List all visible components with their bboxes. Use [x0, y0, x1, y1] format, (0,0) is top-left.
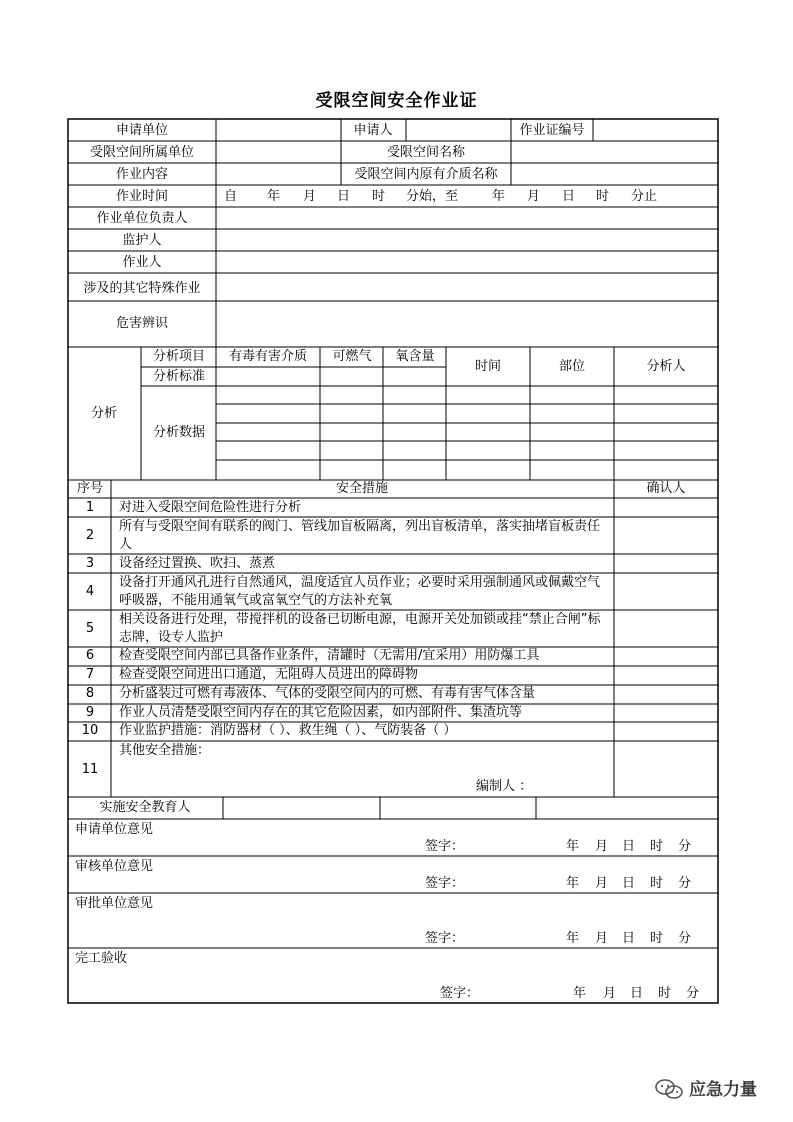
analysis-item-label: 分析项目 [152, 349, 206, 364]
applicant-opinion-label: 申请单位意见 [75, 822, 154, 837]
space-name-label: 受限空间名称 [386, 145, 466, 160]
safety-education-label: 实施安全教育人 [99, 800, 191, 815]
date-year: 年 [566, 839, 580, 854]
watermark-text: 应急力量 [689, 1080, 757, 1100]
measure-text: 作业监护措施：消防器材（ ）、救生绳（ ）、气防装备（ ） [119, 723, 457, 738]
measure-text: 相关设备进行处理，带搅拌机的设备已切断电源，电源开关处加锁或挂“禁止合闸”标志牌，设专人监护 [119, 612, 601, 645]
measure-no: 8 [85, 686, 95, 701]
date-month: 月 [603, 986, 617, 1001]
page-title: 受限空间安全作业证 [315, 91, 478, 111]
measure-text: 设备经过置换、吹扫、蒸煮 [119, 556, 276, 571]
measure-no: 3 [85, 556, 95, 571]
compiler-label: 编制人 ： [476, 779, 533, 794]
signature-label: 签字： [425, 839, 465, 854]
original-medium-label: 受限空间内原有介质名称 [354, 167, 498, 182]
date-hour: 时 [650, 839, 664, 854]
work-time-to-hour: 时 [596, 189, 610, 204]
date-year: 年 [566, 931, 580, 946]
measure-text: 所有与受限空间有联系的阀门、管线加盲板隔离，列出盲板清单，落实抽堵盲板责任人 [119, 519, 601, 552]
other-special-work-label: 涉及的其它特殊作业 [83, 281, 201, 296]
col-combustible-gas: 可燃气 [332, 349, 372, 364]
completion-acceptance-label: 完工验收 [75, 951, 128, 966]
col-location: 部位 [558, 359, 586, 374]
date-day: 日 [622, 839, 636, 854]
measure-no: 6 [85, 648, 95, 663]
measure-no: 7 [85, 667, 95, 682]
date-minute: 分 [678, 839, 692, 854]
worker-label: 作业人 [122, 255, 162, 270]
measure-no: 10 [81, 723, 99, 738]
work-time-from: 自 [224, 189, 238, 204]
work-time-to-year: 年 [492, 189, 506, 204]
work-time-from-hour: 时 [372, 189, 386, 204]
date-year: 年 [573, 986, 587, 1001]
analysis-standard-label: 分析标准 [152, 369, 206, 384]
col-toxic-medium: 有毒有害介质 [228, 349, 308, 364]
work-time-to-minute: 分止 [631, 189, 658, 204]
work-time-from-day: 日 [337, 189, 351, 204]
analysis-group-label: 分析 [90, 406, 118, 421]
confirm-header: 确认人 [646, 481, 686, 496]
measure-header: 安全措施 [335, 481, 389, 496]
measure-no: 1 [85, 500, 95, 515]
signature-label: 签字： [440, 986, 480, 1001]
work-time-to-month: 月 [527, 189, 541, 204]
measure-text: 检查受限空间内部已具备作业条件，清罐时（无需用/宜采用）用防爆工具 [119, 648, 540, 663]
work-time-to-day: 日 [562, 189, 576, 204]
measure-text: 对进入受限空间危险性进行分析 [119, 500, 302, 515]
measure-text: 其他安全措施： [119, 743, 211, 758]
work-time-from-year: 年 [267, 189, 281, 204]
approval-opinion-label: 审批单位意见 [75, 896, 154, 911]
measure-no-header: 序号 [76, 481, 104, 496]
permit-no-label: 作业证编号 [519, 123, 585, 138]
date-minute: 分 [678, 931, 692, 946]
col-analyst: 分析人 [646, 359, 686, 374]
review-opinion-label: 审核单位意见 [75, 859, 154, 874]
date-hour: 时 [658, 986, 672, 1001]
measure-no: 5 [85, 621, 95, 636]
col-time: 时间 [474, 359, 502, 374]
applicant-label: 申请人 [353, 123, 393, 138]
measure-text: 作业人员清楚受限空间内存在的其它危险因素，如内部附件、集渣坑等 [119, 705, 523, 720]
measure-no: 4 [85, 584, 95, 599]
date-minute: 分 [678, 876, 692, 891]
date-day: 日 [622, 876, 636, 891]
date-hour: 时 [650, 876, 664, 891]
work-leader-label: 作业单位负责人 [96, 211, 188, 226]
date-hour: 时 [650, 931, 664, 946]
analysis-data-label: 分析数据 [152, 425, 206, 440]
date-minute: 分 [686, 986, 700, 1001]
measure-no: 11 [81, 762, 99, 777]
measure-text: 检查受限空间进出口通道，无阻碍人员进出的障碍物 [119, 667, 419, 682]
measure-no: 2 [85, 528, 95, 543]
date-day: 日 [622, 931, 636, 946]
measure-text: 分析盛装过可燃有毒液体、气体的受限空间内的可燃、有毒有害气体含量 [119, 686, 536, 701]
date-year: 年 [566, 876, 580, 891]
date-month: 月 [595, 931, 609, 946]
date-day: 日 [630, 986, 644, 1001]
date-month: 月 [595, 839, 609, 854]
measure-text: 设备打开通风孔进行自然通风，温度适宜人员作业；必要时采用强制通风或佩戴空气呼吸器，不能用通氧气或富氧空气的方法补充氧 [119, 575, 601, 608]
space-owner-label: 受限空间所属单位 [89, 145, 195, 160]
applicant-unit-label: 申请单位 [115, 123, 169, 138]
signature-label: 签字： [425, 931, 465, 946]
col-oxygen-content: 氧含量 [395, 349, 435, 364]
work-content-label: 作业内容 [115, 167, 169, 182]
work-time-label: 作业时间 [115, 189, 169, 204]
signature-label: 签字： [425, 876, 465, 891]
measure-no: 9 [85, 705, 95, 720]
work-time-from-month: 月 [303, 189, 317, 204]
wechat-icon [654, 1078, 684, 1100]
guardian-label: 监护人 [122, 233, 162, 248]
hazard-identification-label: 危害辨识 [115, 316, 169, 331]
work-time-from-minute: 分始，至 [406, 189, 459, 204]
date-month: 月 [595, 876, 609, 891]
